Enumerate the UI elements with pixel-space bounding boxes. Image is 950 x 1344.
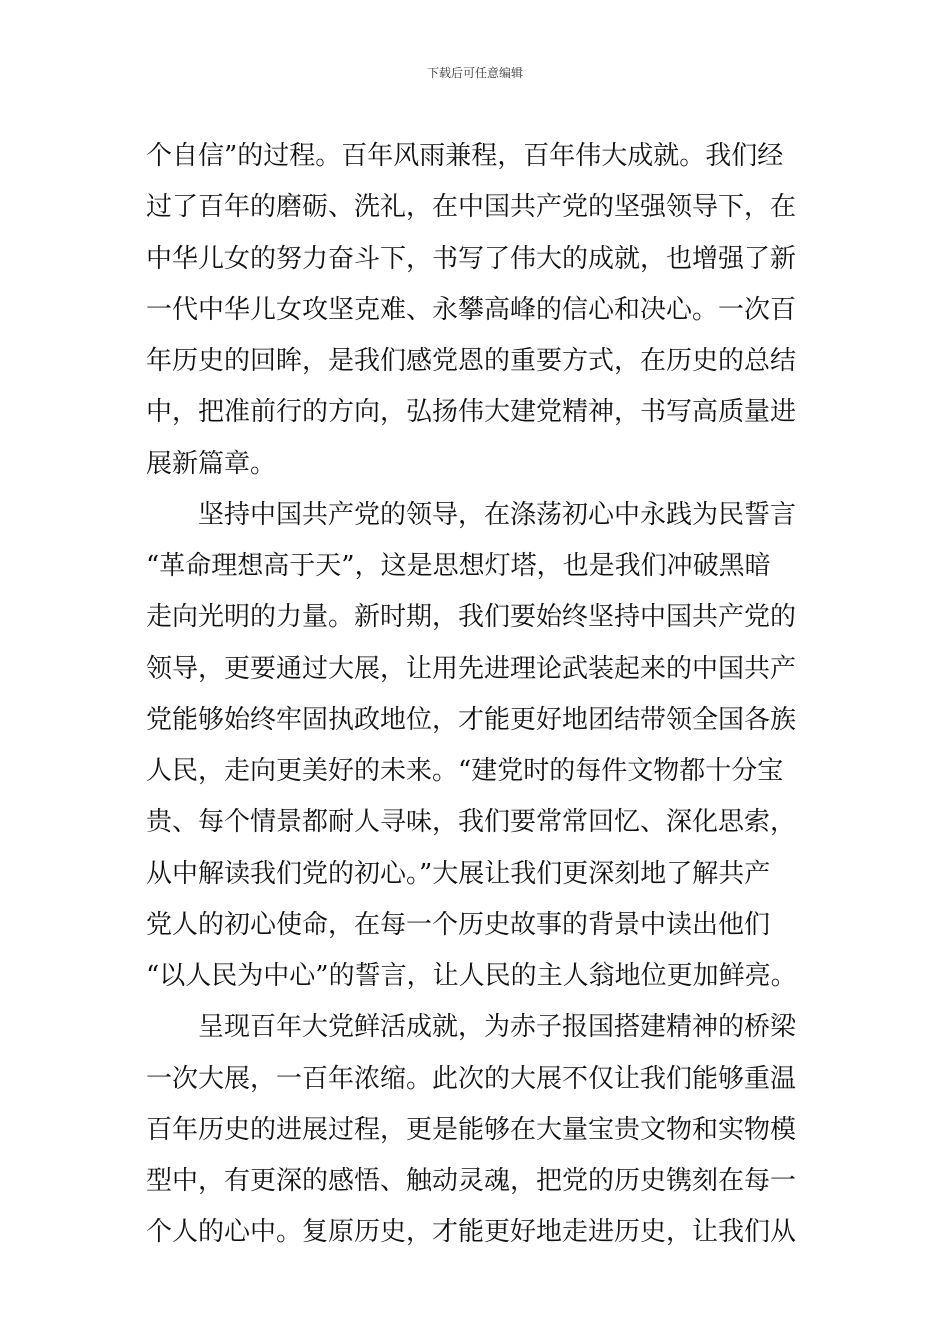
paragraph-1 xyxy=(146,131,806,490)
page-header: 下载后可任意编辑 xyxy=(426,66,523,80)
text-line: 党人的初心使命，在每一个历史故事的背景中读出他们 xyxy=(146,909,771,940)
text-line: 中，把准前行的方向，弘扬伟大建党精神，书写高质量进 xyxy=(146,397,797,428)
text-line-indented: 坚持中国共产党的领导，在涤荡初心中永践为民誓言 xyxy=(198,499,797,530)
text-line: “革命理想高于天”，这是思想灯塔，也是我们冲破黑暗 xyxy=(146,551,771,581)
text-line: “以人民为中心”的誓言，让人民的主人翁地位更加鲜亮。 xyxy=(146,961,797,991)
text-line: 过了百年的磨砺、洗礼，在中国共产党的坚强领导下，在 xyxy=(146,192,797,223)
text-line: 展新篇章。 xyxy=(146,448,277,479)
text-line: 一代中华儿女攻坚克难、永攀高峰的信心和决心。一次百 xyxy=(146,294,797,325)
text-line: 人民，走向更美好的未来。“建党时的每件文物都十分宝 xyxy=(146,756,784,786)
text-line: 中华儿女的努力奋斗下，书写了伟大的成就，也增强了新 xyxy=(146,243,797,274)
text-line: 党能够始终牢固执政地位，才能更好地团结带领全国各族 xyxy=(146,704,797,735)
text-line-indented: 呈现百年大党鲜活成就，为赤子报国搭建精神的桥梁 xyxy=(198,1012,797,1043)
text-line: 个自信”的过程。百年风雨兼程，百年伟大成就。我们经 xyxy=(146,141,784,171)
text-line: 型中，有更深的感悟、触动灵魂，把党的历史镌刻在每一 xyxy=(146,1166,797,1196)
document-body xyxy=(146,131,806,1259)
text-line: 贵、每个情景都耐人寻味，我们要常常回忆、深化思索， xyxy=(146,807,797,838)
text-line: 走向光明的力量。新时期，我们要始终坚持中国共产党的 xyxy=(146,602,797,633)
text-line: 年历史的回眸，是我们感党恩的重要方式，在历史的总结 xyxy=(146,346,797,376)
text-line: 个人的心中。复原历史，才能更好地走进历史，让我们从 xyxy=(146,1217,797,1248)
text-line: 领导，更要通过大展，让用先进理论武装起来的中国共产 xyxy=(146,653,797,684)
text-line: 百年历史的进展过程，更是能够在大量宝贵文物和实物模 xyxy=(146,1114,797,1145)
paragraph-3 xyxy=(146,1002,806,1258)
paragraph-2 xyxy=(146,490,806,1003)
text-line: 从中解读我们党的初心。”大展让我们更深刻地了解共产 xyxy=(146,858,771,889)
text-line: 一次大展，一百年浓缩。此次的大展不仅让我们能够重温 xyxy=(146,1063,797,1094)
